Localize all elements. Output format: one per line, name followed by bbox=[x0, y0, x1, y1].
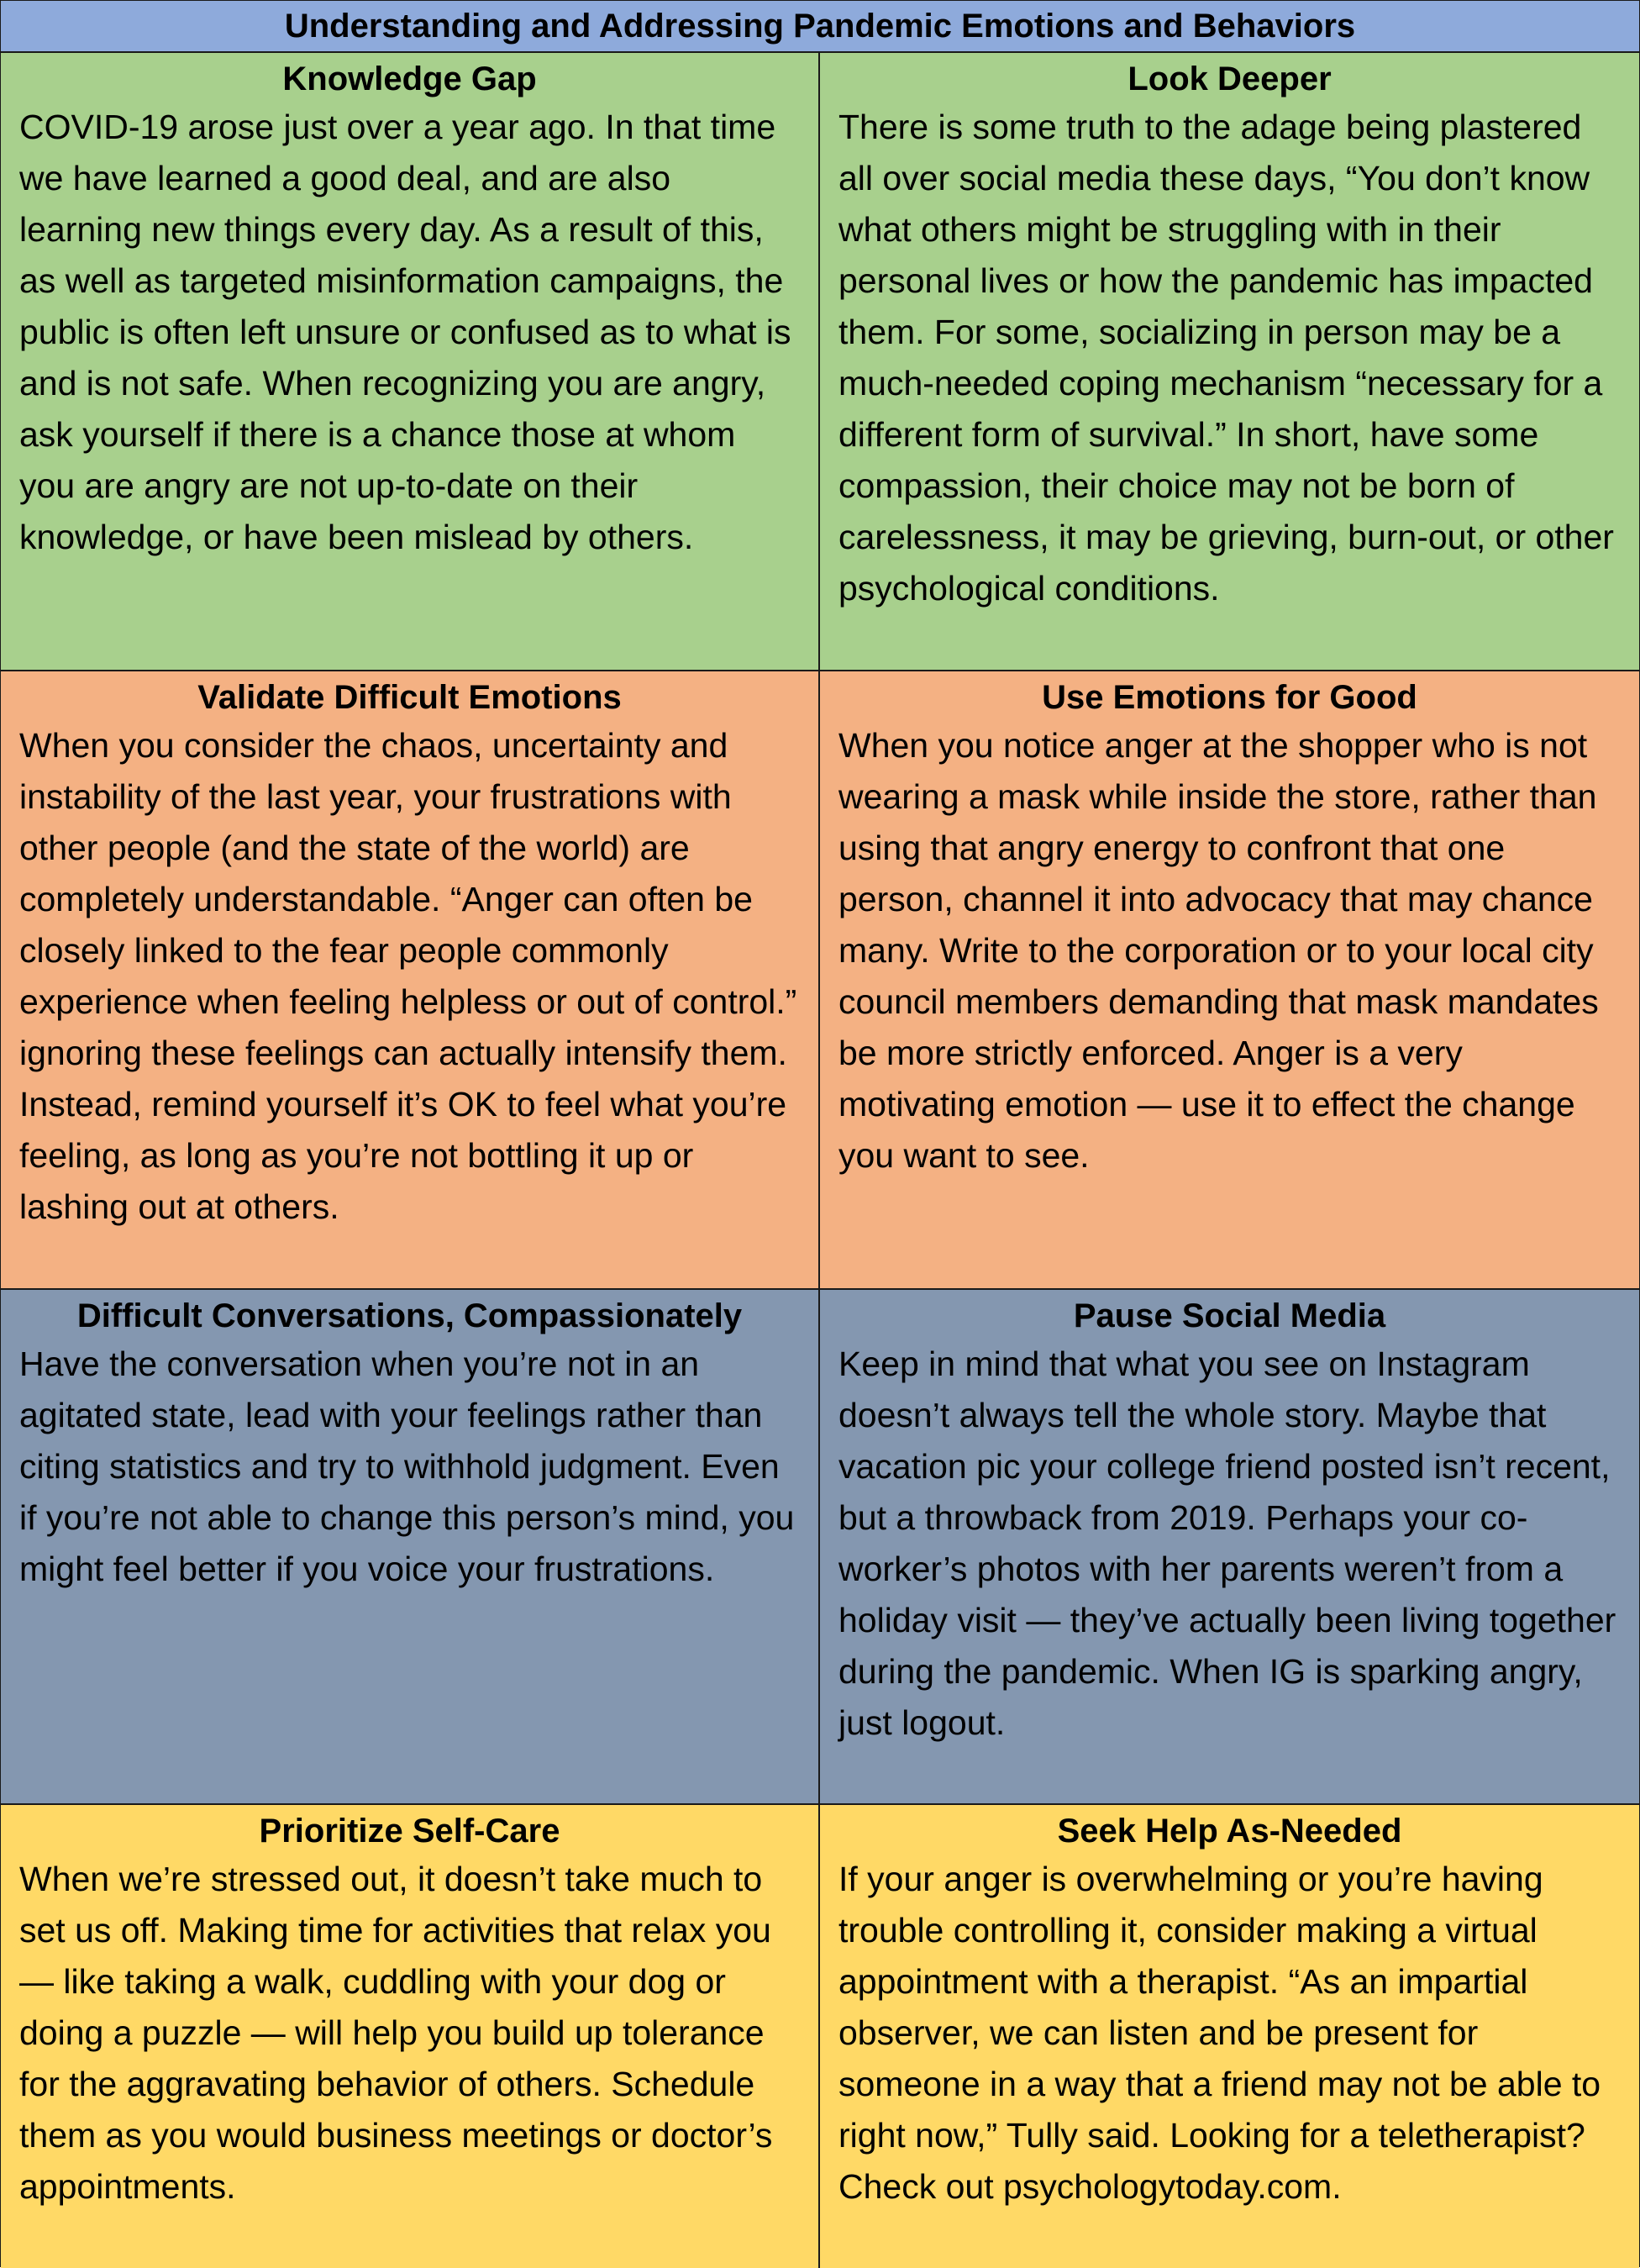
cell-look-deeper bbox=[820, 53, 1639, 671]
cell-heading: Seek Help As-Needed bbox=[1057, 1813, 1402, 1850]
cell-body-text: There is some truth to the adage being plastered all over social media these days, “You don’t know what others might be struggling with in their personal lives or how the pandemic has impacted them. For some, socializing in person may be a much-needed coping mechanism “necessary for a different form of survival.” In short, have some compassion, their choice may not be born of carelessness, it may be grieving, burn-out, or other psychological conditions. bbox=[838, 108, 1614, 608]
cell-heading: Difficult Conversations, Compassionately bbox=[76, 1297, 743, 1334]
cell-difficult-conversations bbox=[1, 1290, 820, 1805]
cell-heading: Knowledge Gap bbox=[282, 61, 537, 97]
cell-heading: Validate Difficult Emotions bbox=[197, 679, 622, 716]
cell-use-emotions-for-good bbox=[820, 671, 1639, 1290]
cell-body-text: When you consider the chaos, uncertainty and instability of the last year, your frustrations with other people (and the state of the world) are completely understandable. “Anger can often be closely linked to the fear people commonly experience when feeling helpless or out of control.” ignoring these feelings can actually intensify them. Instead, remind yourself it’s OK to feel what you’re feeling, as long as you’re not bottling it up or lashing out at others. bbox=[19, 726, 797, 1226]
cell-body-text: Keep in mind that what you see on Instagram doesn’t always tell the whole story. Maybe that vacation pic your college friend posted isn’t recent, but a throwback from 2019. Perhaps your co-worker’s photos with her parents weren’t from a holiday visit — they’ve actually been living together during the pandemic. When IG is sparking angry, just logout. bbox=[838, 1344, 1616, 1742]
cell-knowledge-gap bbox=[1, 53, 820, 671]
cell-body-text: When you notice anger at the shopper who is not wearing a mask while inside the store, rather than using that angry energy to confront that one person, channel it into advocacy that may chance many. Write to the corporation or to your local city council members demanding that mask mandates be more strictly enforced. Anger is a very motivating emotion — use it to effect the change you want to see. bbox=[838, 726, 1599, 1175]
cell-body-text: COVID-19 arose just over a year ago. In that time we have learned a good deal, and are also learning new things every day. As a result of this, as well as targeted misinformation campaigns, the public is often left unsure or confused as to what is and is not safe. When recognizing you are angry, ask yourself if there is a chance those at whom you are angry are not up-to-date on their knowledge, or have been mislead by others. bbox=[19, 108, 791, 556]
cell-pause-social-media bbox=[820, 1290, 1639, 1805]
cell-body-text: When we’re stressed out, it doesn’t take much to set us off. Making time for activities that relax you — like taking a walk, cuddling with your dog or doing a puzzle — will help you build up tolerance for the aggravating behavior of others. Schedule them as you would business meetings or doctor’s appointments. bbox=[19, 1860, 773, 2206]
table-title: Understanding and Addressing Pandemic Emotions and Behaviors bbox=[1, 1, 1639, 53]
cell-heading: Prioritize Self-Care bbox=[259, 1813, 560, 1850]
cell-heading: Pause Social Media bbox=[1073, 1297, 1386, 1334]
cell-validate-difficult-emotions bbox=[1, 671, 820, 1290]
cell-body-text: Have the conversation when you’re not in an agitated state, lead with your feelings rather than citing statistics and try to withhold judgment. Even if you’re not able to change this person’s mind, you might feel better if you voice your frustrations. bbox=[19, 1344, 795, 1588]
cell-prioritize-self-care bbox=[1, 1805, 820, 2268]
cell-seek-help-as-needed bbox=[820, 1805, 1639, 2268]
cell-heading: Use Emotions for Good bbox=[1042, 679, 1417, 716]
cell-heading: Look Deeper bbox=[1128, 61, 1332, 97]
cell-body-text: If your anger is overwhelming or you’re having trouble controlling it, consider making a virtual appointment with a therapist. “As an impartial observer, we can listen and be present for someone in a way that a friend may not be able to right now,” Tully said. Looking for a teletherapist? Check out psychologytoday.com. bbox=[838, 1860, 1601, 2206]
